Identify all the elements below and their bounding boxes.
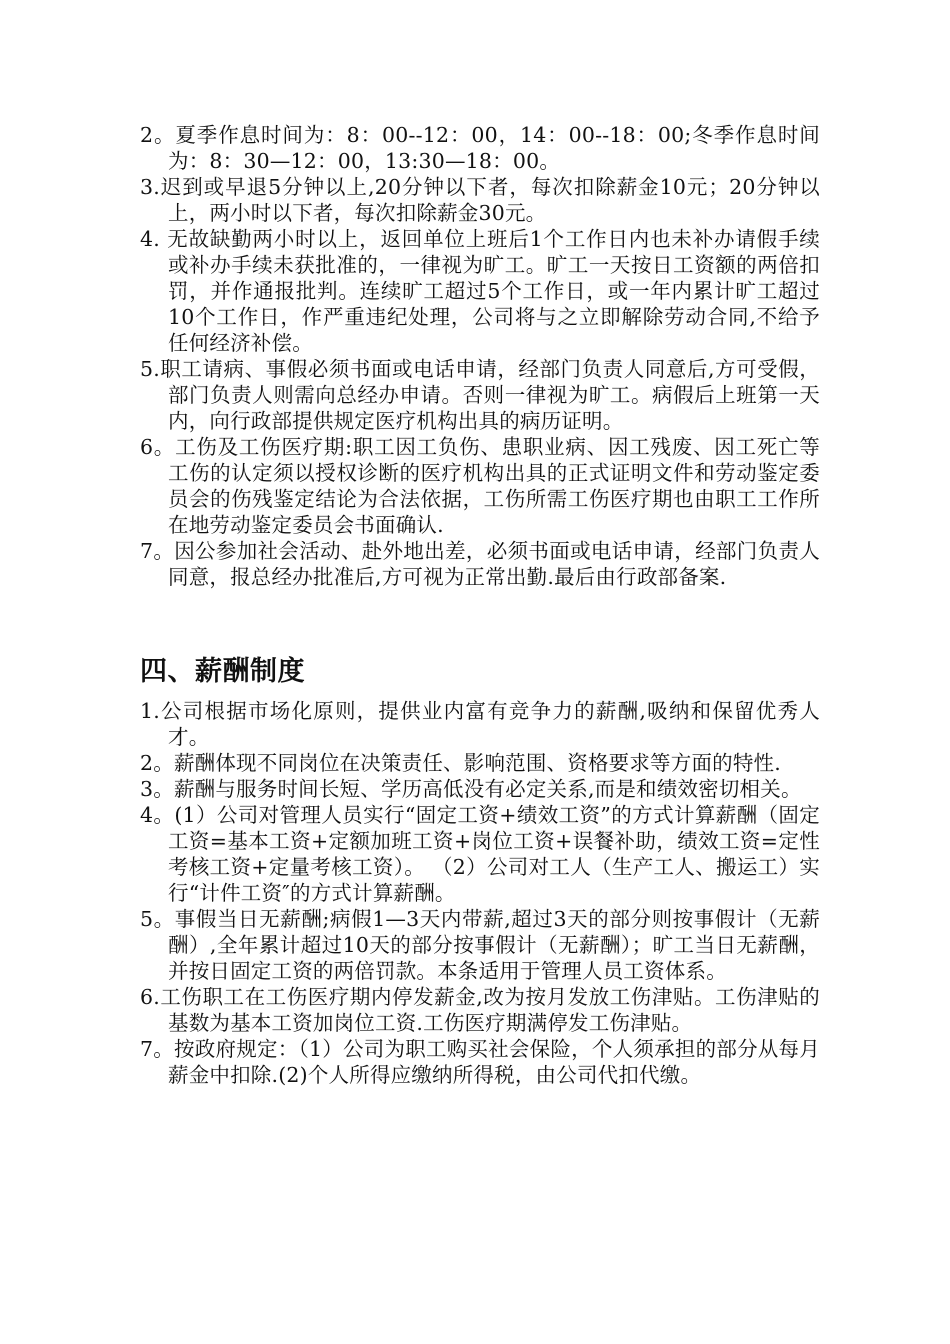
salary-item-4: 4。(1）公司对管理人员实行“固定工资+绩效工资”的方式计算薪酬（固定工资=基本工资+定额加班工资+岗位工资+误餐补助，绩效工资=定性考核工资+定量考核工资）。 （2）公司对工人（生产工人、搬运工）实行“计件工资″的方式计算薪酬。 [140, 803, 820, 905]
salary-item-1: 1.公司根据市场化原则，提供业内富有竞争力的薪酬,吸纳和保留优秀人才。 [140, 699, 820, 749]
attendance-item-3: 3.迟到或早退5分钟以上,20分钟以下者，每次扣除薪金10元；20分钟以上，两小时以下者，每次扣除薪金30元。 [140, 175, 820, 225]
salary-item-5: 5。事假当日无薪酬;病假1—3天内带薪,超过3天的部分则按事假计（无薪酬）,全年累计超过10天的部分按事假计（无薪酬）；旷工当日无薪酬，并按日固定工资的两倍罚款。本条适用于管理人员工资体系。 [140, 907, 820, 983]
salary-item-3: 3。薪酬与服务时间长短、学历高低没有必定关系,而是和绩效密切相关。 [140, 777, 802, 801]
attendance-item-5: 5.职工请病、事假必须书面或电话申请，经部门负责人同意后,方可受假，部门负责人则需向总经办申请。否则一律视为旷工。病假后上班第一天内，向行政部提供规定医疗机构出具的病历证明。 [140, 357, 820, 433]
attendance-item-2: 2。夏季作息时间为：8：00--12：00，14：00--18：00;冬季作息时间为：8：30—12：00，13:30—18：00。 [140, 123, 820, 173]
attendance-item-4: 4. 无故缺勤两小时以上，返回单位上班后1个工作日内也未补办请假手续或补办手续未获批准的，一律视为旷工。旷工一天按日工资额的两倍扣罚，并作通报批判。连续旷工超过5个工作日，或一年内累计旷工超过10个工作日，作严重违纪处理，公司将与之立即解除劳动合同,不给予任何经济补偿。 [140, 227, 820, 355]
salary-section-list [140, 698, 820, 1088]
salary-item-2: 2。薪酬体现不同岗位在决策责任、影响范围、资格要求等方面的特性. [140, 751, 781, 775]
salary-item-6: 6.工伤职工在工伤医疗期内停发薪金,改为按月发放工伤津贴。工伤津贴的基数为基本工资加岗位工资.工伤医疗期满停发工伤津贴。 [140, 985, 820, 1035]
salary-item-7: 7。按政府规定：（1）公司为职工购买社会保险，个人须承担的部分从每月薪金中扣除.(2)个人所得应缴纳所得税，由公司代扣代缴。 [140, 1037, 820, 1087]
attendance-item-6: 6。工伤及工伤医疗期:职工因工负伤、患职业病、因工残废、因工死亡等工伤的认定须以授权诊断的医疗机构出具的正式证明文件和劳动鉴定委员会的伤残鉴定结论为合法依据，工伤所需工伤医疗期也由职工工作所在地劳动鉴定委员会书面确认. [140, 435, 820, 537]
attendance-section-list [140, 122, 820, 590]
salary-section-heading: 四、薪酬制度 [140, 656, 305, 687]
attendance-item-7: 7。因公参加社会活动、赴外地出差，必须书面或电话申请，经部门负责人同意，报总经办批准后,方可视为正常出勤.最后由行政部备案. [140, 539, 820, 589]
